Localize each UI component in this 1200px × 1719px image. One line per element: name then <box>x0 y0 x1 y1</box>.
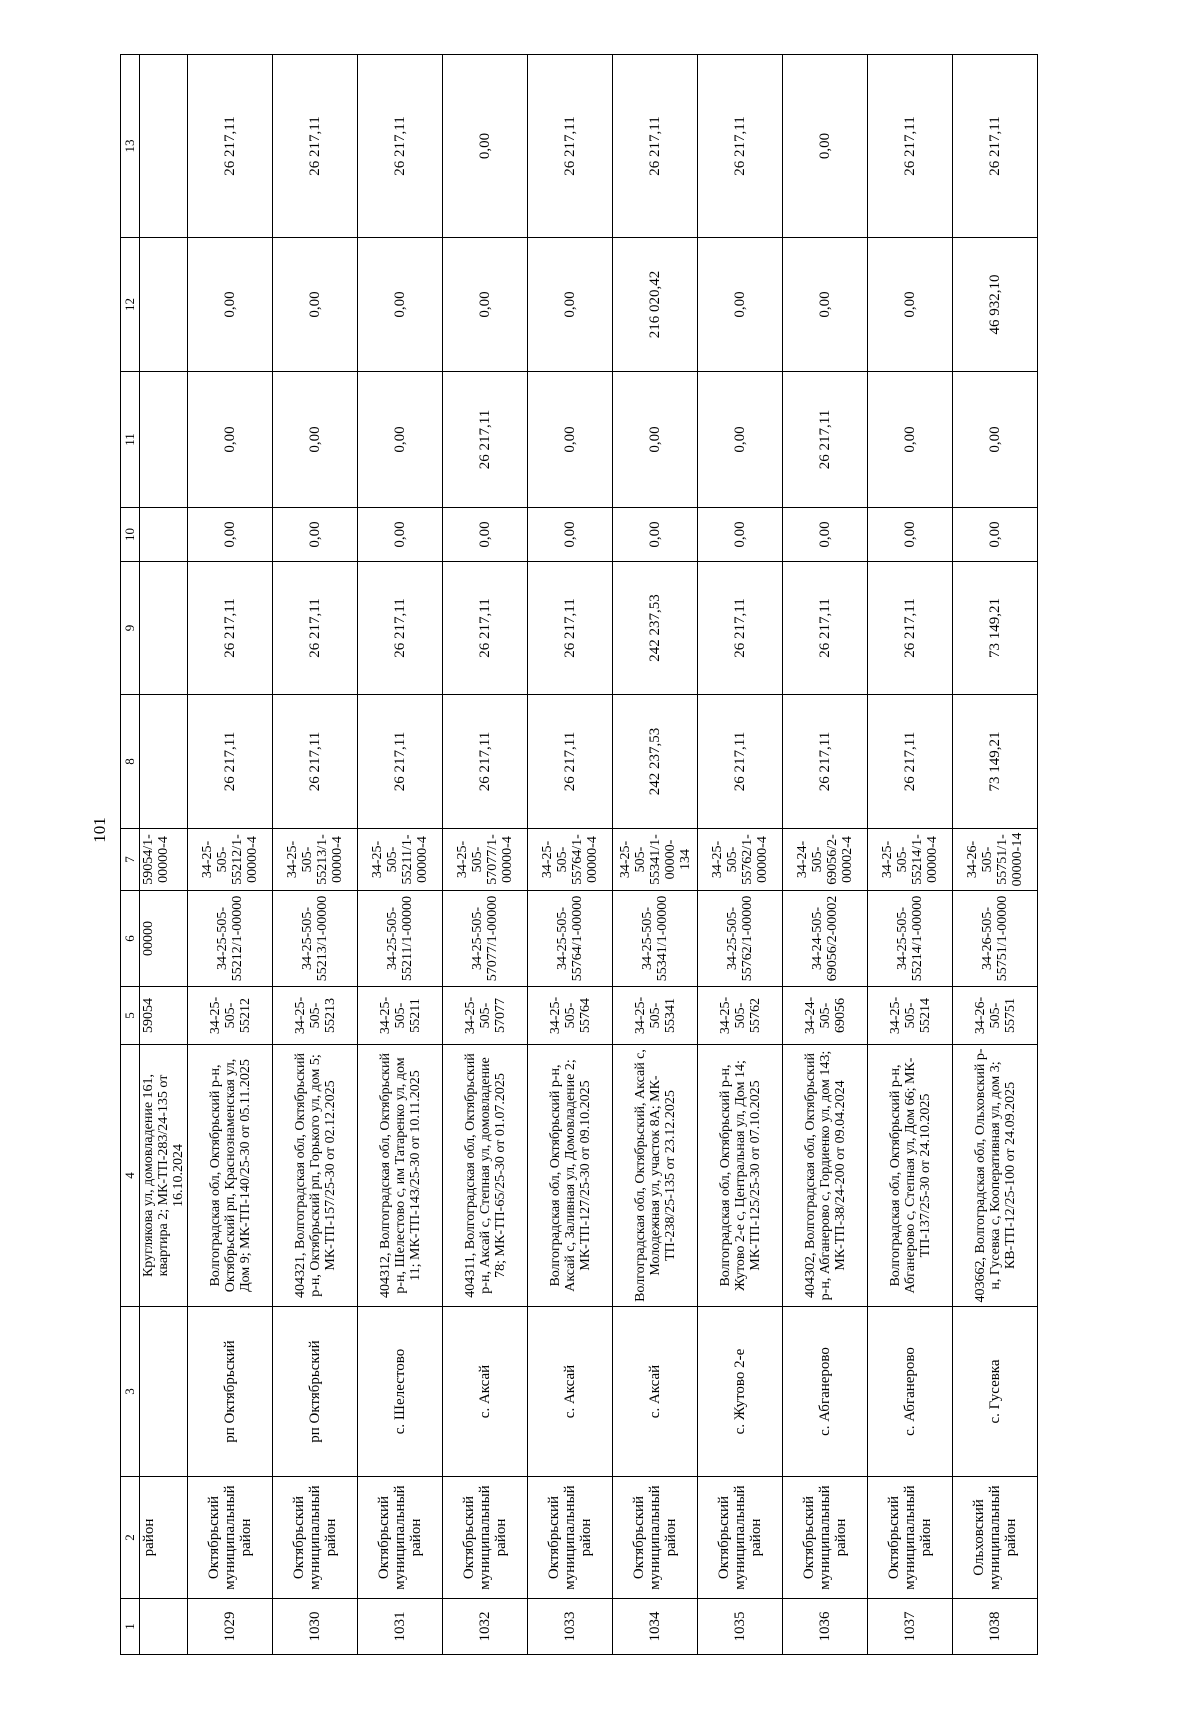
table-row <box>528 55 613 1655</box>
cell-code-7: 34-25-505-55213/1-00000-4 <box>273 829 358 891</box>
cell-amount-10: 0,00 <box>273 508 358 562</box>
column-number-13: 13 <box>121 55 140 238</box>
cell-amount-11: 0,00 <box>273 372 358 508</box>
cell-amount-10: 0,00 <box>698 508 783 562</box>
cell-amount-9: 26 217,11 <box>868 562 953 695</box>
column-number-6: 6 <box>121 891 140 987</box>
cell-row-number: 1032 <box>443 1599 528 1655</box>
cell-address-contract: 404302, Волгоградская обл, Октябрьский р-н, Абганерово с, Гордиенко ул, дом 143; МК-ТП-38/24-200 от 09.04.2024 <box>783 1045 868 1307</box>
cell-amount-8: 26 217,11 <box>698 695 783 829</box>
cell-code-5: 34-25-505-55214 <box>868 987 953 1045</box>
cell-amount-10: 0,00 <box>613 508 698 562</box>
column-number-10: 10 <box>121 508 140 562</box>
cell-amount-11: 26 217,11 <box>443 372 528 508</box>
cell-amount-8: 26 217,11 <box>528 695 613 829</box>
cell-row-number: 1033 <box>528 1599 613 1655</box>
cell-amount-13: 26 217,11 <box>868 55 953 238</box>
cell-amount-8: 26 217,11 <box>188 695 273 829</box>
cell-amount-12: 0,00 <box>528 238 613 372</box>
column-number-5: 5 <box>121 987 140 1045</box>
cell-district: Октябрьский муниципальный район <box>868 1477 953 1599</box>
cell-amount-11: 0,00 <box>613 372 698 508</box>
cell-amount-10: 0,00 <box>358 508 443 562</box>
cell-amount-8: 26 217,11 <box>273 695 358 829</box>
cell-amount-12: 0,00 <box>783 238 868 372</box>
column-number-9: 9 <box>121 562 140 695</box>
cell-amount-8: 242 237,53 <box>613 695 698 829</box>
cell-amount-13: 26 217,11 <box>358 55 443 238</box>
cell-code-5: 34-25-505-55212 <box>188 987 273 1045</box>
cell-code-5: 34-25-505-55341 <box>613 987 698 1045</box>
cell-row-number <box>140 1599 188 1655</box>
cell-amount-12: 0,00 <box>868 238 953 372</box>
cell-district: Октябрьский муниципальный район <box>613 1477 698 1599</box>
cell-amount-8: 26 217,11 <box>443 695 528 829</box>
table-row <box>443 55 528 1655</box>
cell-amount-13: 26 217,11 <box>188 55 273 238</box>
cell-address-contract: 404311, Волгоградская обл, Октябрьский р-н, Аксай с, Степная ул, домовладение 78; МК-ТП-65/25-30 от 01.07.2025 <box>443 1045 528 1307</box>
cell-address-contract: Волгоградская обл, Октябрьский р-н, Абганерово с, Степная ул, Дом 66; МК-ТП-137/25-30 от 24.10.2025 <box>868 1045 953 1307</box>
cell-amount-13: 26 217,11 <box>528 55 613 238</box>
cell-amount-11: 0,00 <box>188 372 273 508</box>
cell-address-contract: 404321, Волгоградская обл, Октябрьский р-н, Октябрьский рп, Горького ул, дом 5; МК-ТП-157/25-30 от 02.12.2025 <box>273 1045 358 1307</box>
cell-amount-8 <box>140 695 188 829</box>
table-row <box>188 55 273 1655</box>
cell-code-5: 34-25-505-55762 <box>698 987 783 1045</box>
cell-amount-12 <box>140 238 188 372</box>
cell-amount-10: 0,00 <box>528 508 613 562</box>
continuation-row <box>140 55 188 1655</box>
cell-row-number: 1031 <box>358 1599 443 1655</box>
cell-district: Октябрьский муниципальный район <box>188 1477 273 1599</box>
column-number-4: 4 <box>121 1045 140 1307</box>
column-number-3: 3 <box>121 1307 140 1477</box>
cell-amount-10 <box>140 508 188 562</box>
cell-code-6: 34-25-505-55762/1-00000 <box>698 891 783 987</box>
cell-district: Октябрьский муниципальный район <box>783 1477 868 1599</box>
cell-amount-13: 26 217,11 <box>698 55 783 238</box>
cell-code-6: 34-25-505-55212/1-00000 <box>188 891 273 987</box>
cell-district: Октябрьский муниципальный район <box>273 1477 358 1599</box>
cell-amount-11 <box>140 372 188 508</box>
cell-amount-12: 0,00 <box>188 238 273 372</box>
cell-amount-9: 26 217,11 <box>528 562 613 695</box>
register-sheet <box>120 55 1075 1655</box>
cell-amount-11: 0,00 <box>528 372 613 508</box>
cell-settlement: рп Октябрьский <box>273 1307 358 1477</box>
cell-settlement: рп Октябрьский <box>188 1307 273 1477</box>
cell-code-7: 34-25-505-55211/1-00000-4 <box>358 829 443 891</box>
cell-amount-9: 242 237,53 <box>613 562 698 695</box>
cell-amount-10: 0,00 <box>783 508 868 562</box>
cell-amount-9: 26 217,11 <box>698 562 783 695</box>
cell-code-5: 59054 <box>140 987 188 1045</box>
cell-code-6: 34-25-505-55341/1-00000 <box>613 891 698 987</box>
cell-code-6: 00000 <box>140 891 188 987</box>
cell-district: Октябрьский муниципальный район <box>698 1477 783 1599</box>
cell-amount-10: 0,00 <box>188 508 273 562</box>
table-row <box>698 55 783 1655</box>
cell-settlement: с. Гусевка <box>953 1307 1038 1477</box>
cell-row-number: 1029 <box>188 1599 273 1655</box>
register-table <box>120 54 1038 1655</box>
cell-amount-11: 0,00 <box>868 372 953 508</box>
cell-amount-11: 0,00 <box>953 372 1038 508</box>
cell-amount-8: 26 217,11 <box>783 695 868 829</box>
table-row <box>783 55 868 1655</box>
cell-settlement: с. Аксай <box>528 1307 613 1477</box>
cell-code-6: 34-25-505-55214/1-00000 <box>868 891 953 987</box>
cell-amount-8: 73 149,21 <box>953 695 1038 829</box>
cell-row-number: 1037 <box>868 1599 953 1655</box>
cell-amount-11: 0,00 <box>358 372 443 508</box>
cell-settlement: с. Абганерово <box>783 1307 868 1477</box>
cell-code-5: 34-25-505-55211 <box>358 987 443 1045</box>
cell-amount-10: 0,00 <box>953 508 1038 562</box>
cell-amount-13: 26 217,11 <box>953 55 1038 238</box>
column-number-12: 12 <box>121 238 140 372</box>
cell-district: Октябрьский муниципальный район <box>528 1477 613 1599</box>
cell-code-6: 34-25-505-55764/1-00000 <box>528 891 613 987</box>
cell-code-5: 34-25-505-55764 <box>528 987 613 1045</box>
cell-settlement: с. Аксай <box>613 1307 698 1477</box>
cell-address-contract: 404312, Волгоградская обл, Октябрьский р-н, Шелестово с, им Татаренко ул, дом 11; МК-ТП-143/25-30 от 10.11.2025 <box>358 1045 443 1307</box>
cell-settlement: с. Жутово 2-е <box>698 1307 783 1477</box>
cell-address-contract: Круглякова ул, домовладение 161, квартира 2; МК-ТП-283/24-135 от 16.10.2024 <box>140 1045 188 1307</box>
cell-amount-12: 216 020,42 <box>613 238 698 372</box>
cell-code-6: 34-25-505-55211/1-00000 <box>358 891 443 987</box>
cell-amount-12: 0,00 <box>273 238 358 372</box>
cell-row-number: 1035 <box>698 1599 783 1655</box>
cell-amount-11: 0,00 <box>698 372 783 508</box>
cell-code-7: 34-25-505-55762/1-00000-4 <box>698 829 783 891</box>
table-row <box>613 55 698 1655</box>
cell-code-7: 34-24-505-69056/2-00002-4 <box>783 829 868 891</box>
table-row <box>953 55 1038 1655</box>
column-number-7: 7 <box>121 829 140 891</box>
cell-amount-9: 26 217,11 <box>783 562 868 695</box>
cell-code-7: 34-26-505-55751/1-00000-14 <box>953 829 1038 891</box>
cell-amount-13: 0,00 <box>443 55 528 238</box>
cell-amount-10: 0,00 <box>868 508 953 562</box>
cell-amount-12: 46 932,10 <box>953 238 1038 372</box>
column-number-8: 8 <box>121 695 140 829</box>
cell-amount-13: 26 217,11 <box>613 55 698 238</box>
cell-code-5: 34-26-505-55751 <box>953 987 1038 1045</box>
cell-code-7: 34-25-505-55214/1-00000-4 <box>868 829 953 891</box>
column-number-row <box>121 55 140 1655</box>
cell-code-6: 34-26-505-55751/1-00000 <box>953 891 1038 987</box>
cell-code-7: 34-25-505-55764/1-00000-4 <box>528 829 613 891</box>
cell-amount-9: 73 149,21 <box>953 562 1038 695</box>
cell-amount-8: 26 217,11 <box>868 695 953 829</box>
cell-code-7: 59054/1-00000-4 <box>140 829 188 891</box>
cell-row-number: 1030 <box>273 1599 358 1655</box>
cell-code-7: 34-25-505-57077/1-00000-4 <box>443 829 528 891</box>
cell-code-6: 34-24-505-69056/2-00002 <box>783 891 868 987</box>
cell-amount-9: 26 217,11 <box>188 562 273 695</box>
cell-amount-13 <box>140 55 188 238</box>
cell-amount-13: 26 217,11 <box>273 55 358 238</box>
cell-amount-8: 26 217,11 <box>358 695 443 829</box>
cell-code-7: 34-25-505-55341/1-00000-134 <box>613 829 698 891</box>
cell-address-contract: 403662, Волгоградская обл, Ольховский р-н, Гусевка с, Кооперативная ул, дом 3; КВ-ТП-12/25-100 от 24.09.2025 <box>953 1045 1038 1307</box>
column-number-1: 1 <box>121 1599 140 1655</box>
cell-address-contract: Волгоградская обл, Октябрьский, Аксай с, Молодежная ул, участок 8А; МК-ТП-238/25-135 от 23.12.2025 <box>613 1045 698 1307</box>
cell-amount-11: 26 217,11 <box>783 372 868 508</box>
cell-district: район <box>140 1477 188 1599</box>
table-row <box>358 55 443 1655</box>
cell-district: Октябрьский муниципальный район <box>358 1477 443 1599</box>
cell-district: Октябрьский муниципальный район <box>443 1477 528 1599</box>
cell-row-number: 1038 <box>953 1599 1038 1655</box>
table-row <box>868 55 953 1655</box>
cell-settlement: с. Шелестово <box>358 1307 443 1477</box>
cell-address-contract: Волгоградская обл, Октябрьский р-н, Аксай с, Заливная ул, Домовладение 2; МК-ТП-127/25-30 от 09.10.2025 <box>528 1045 613 1307</box>
cell-row-number: 1034 <box>613 1599 698 1655</box>
cell-settlement: с. Аксай <box>443 1307 528 1477</box>
cell-amount-13: 0,00 <box>783 55 868 238</box>
cell-code-5: 34-25-505-57077 <box>443 987 528 1045</box>
cell-settlement: с. Абганерово <box>868 1307 953 1477</box>
cell-address-contract: Волгоградская обл, Октябрьский р-н, Октябрьский рп, Краснознаменская ул, Дом 9; МК-ТП-140/25-30 от 05.11.2025 <box>188 1045 273 1307</box>
cell-code-5: 34-24-505-69056 <box>783 987 868 1045</box>
page-number: 101 <box>90 817 109 843</box>
cell-code-6: 34-25-505-55213/1-00000 <box>273 891 358 987</box>
cell-settlement <box>140 1307 188 1477</box>
cell-amount-12: 0,00 <box>358 238 443 372</box>
cell-code-7: 34-25-505-55212/1-00000-4 <box>188 829 273 891</box>
cell-address-contract: Волгоградская обл, Октябрьский р-н, Жутово 2-е с, Центральная ул, Дом 14; МК-ТП-125/25-30 от 07.10.2025 <box>698 1045 783 1307</box>
cell-amount-9: 26 217,11 <box>358 562 443 695</box>
cell-amount-12: 0,00 <box>698 238 783 372</box>
cell-row-number: 1036 <box>783 1599 868 1655</box>
column-number-11: 11 <box>121 372 140 508</box>
cell-amount-9: 26 217,11 <box>273 562 358 695</box>
cell-amount-9: 26 217,11 <box>443 562 528 695</box>
cell-code-5: 34-25-505-55213 <box>273 987 358 1045</box>
cell-amount-10: 0,00 <box>443 508 528 562</box>
cell-amount-12: 0,00 <box>443 238 528 372</box>
cell-district: Ольховский муниципальный район <box>953 1477 1038 1599</box>
cell-amount-9 <box>140 562 188 695</box>
table-row <box>273 55 358 1655</box>
column-number-2: 2 <box>121 1477 140 1599</box>
cell-code-6: 34-25-505-57077/1-00000 <box>443 891 528 987</box>
